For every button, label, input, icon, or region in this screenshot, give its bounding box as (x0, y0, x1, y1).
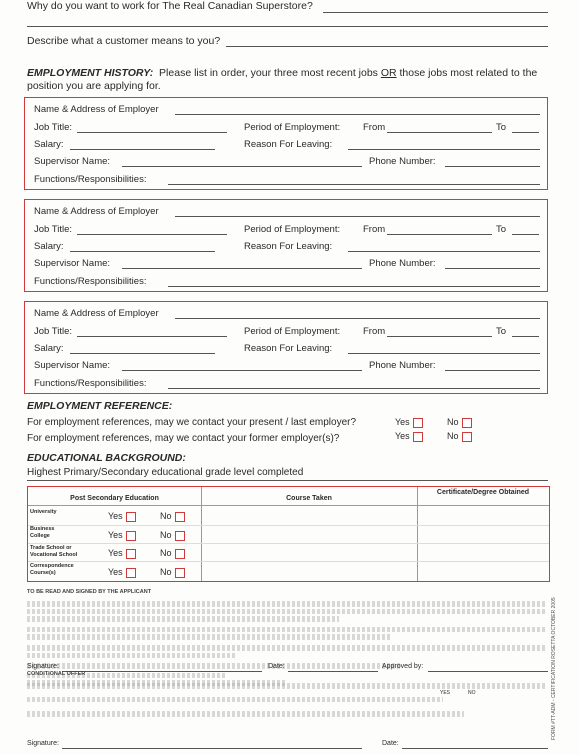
salary-line[interactable] (70, 251, 215, 252)
supervisor-line[interactable] (122, 166, 362, 167)
reference-2-yes[interactable] (395, 431, 423, 442)
reference-1-yes[interactable] (395, 417, 423, 428)
to-line[interactable] (512, 234, 539, 235)
approved-label: Approved by: (382, 663, 424, 670)
post-secondary-table (27, 486, 550, 582)
date-line-2[interactable] (402, 748, 548, 749)
no-checkbox[interactable] (175, 512, 185, 522)
supervisor-line[interactable] (122, 370, 362, 371)
no-option[interactable]: NO (468, 690, 476, 696)
why-work-line-2[interactable] (27, 26, 548, 27)
no-label: No (447, 417, 459, 427)
functions-label: Functions/Responsibilities: (34, 174, 147, 185)
employer-box-1 (24, 97, 548, 190)
from-line[interactable] (387, 234, 492, 235)
row-label-university: University (30, 509, 57, 515)
no-checkbox[interactable] (175, 549, 185, 559)
employment-history-title: EMPLOYMENT HISTORY: (27, 67, 154, 79)
functions-line[interactable] (168, 388, 540, 389)
date-label: Date: (268, 663, 285, 670)
job-title-label: Job Title: (34, 122, 73, 133)
functions-label: Functions/Responsibilities: (34, 276, 147, 287)
no-checkbox[interactable] (462, 432, 472, 442)
job-title-line[interactable] (77, 132, 227, 133)
yes-label: Yes (108, 530, 123, 540)
no-checkbox[interactable] (175, 531, 185, 541)
functions-line[interactable] (168, 184, 540, 185)
no-label: No (160, 567, 172, 577)
functions-line[interactable] (168, 286, 540, 287)
row-label-business: Business College (30, 526, 55, 539)
salary-label: Salary: (34, 343, 64, 354)
from-label: From (363, 326, 386, 337)
signature-label: Signature: (27, 663, 59, 670)
period-label: Period of Employment: (244, 326, 341, 337)
supervisor-line[interactable] (122, 268, 362, 269)
no-label: No (160, 530, 172, 540)
salary-line[interactable] (70, 149, 215, 150)
employer-box-2 (24, 199, 548, 292)
trade-yes[interactable] (108, 548, 136, 559)
reason-line[interactable] (348, 353, 540, 354)
to-label: To (496, 326, 507, 337)
yes-checkbox[interactable] (126, 512, 136, 522)
customer-question: Describe what a customer means to you? (27, 35, 221, 47)
phone-label: Phone Number: (369, 360, 436, 371)
row-divider (28, 561, 549, 562)
job-title-label: Job Title: (34, 224, 73, 235)
correspondence-no[interactable] (160, 567, 185, 578)
employment-history-heading (27, 67, 537, 79)
employment-reference-heading: EMPLOYMENT REFERENCE: (27, 400, 173, 412)
functions-label: Functions/Responsibilities: (34, 378, 147, 389)
correspondence-yes[interactable] (108, 567, 136, 578)
educational-background-heading: EDUCATIONAL BACKGROUND: (27, 452, 186, 464)
yes-option[interactable]: YES (440, 690, 451, 696)
salary-label: Salary: (34, 139, 64, 150)
course-taken-header: Course Taken (286, 495, 332, 502)
why-work-question: Why do you want to work for The Real Canadian Superstore? (27, 0, 313, 12)
post-secondary-header: Post Secondary Education (70, 495, 159, 502)
to-line[interactable] (512, 132, 539, 133)
salary-line[interactable] (70, 353, 215, 354)
trade-no[interactable] (160, 548, 185, 559)
row-label-correspondence: Correspondence Course(s) (30, 563, 74, 576)
form-code-vertical: FORM #TT-ADM - CERTIFICATION ROSETTA OCTOBER 2005 (551, 597, 557, 740)
column-divider (417, 487, 418, 581)
yes-label: Yes (108, 548, 123, 558)
date-label-2: Date: (382, 740, 399, 747)
name-address-line[interactable] (175, 318, 540, 319)
university-yes[interactable] (108, 511, 136, 522)
yes-label: Yes (395, 417, 410, 427)
reason-label: Reason For Leaving: (244, 139, 333, 150)
period-label: Period of Employment: (244, 224, 341, 235)
employment-history-instructions: Please list in order, your three most recent jobs OR those jobs most related to the (156, 67, 538, 79)
yes-checkbox[interactable] (126, 568, 136, 578)
reference-question-2: For employment references, may we contact your former employer(s)? (27, 433, 340, 444)
yes-label: Yes (108, 567, 123, 577)
reference-2-no[interactable] (447, 431, 472, 442)
conditional-offer-text (27, 681, 547, 719)
name-address-label: Name & Address of Employer (34, 206, 159, 217)
row-label-trade: Trade School or Vocational School (30, 545, 78, 558)
declaration-heading: TO BE READ AND SIGNED BY THE APPLICANT (27, 589, 152, 595)
certificate-header: Certificate/Degree Obtained (436, 489, 530, 496)
reason-label: Reason For Leaving: (244, 241, 333, 252)
from-label: From (363, 122, 386, 133)
why-work-line[interactable] (323, 12, 548, 13)
phone-line[interactable] (445, 370, 540, 371)
from-line[interactable] (387, 132, 492, 133)
reason-label: Reason For Leaving: (244, 343, 333, 354)
yes-checkbox[interactable] (126, 549, 136, 559)
supervisor-label: Supervisor Name: (34, 360, 111, 371)
phone-label: Phone Number: (369, 258, 436, 269)
to-label: To (496, 122, 507, 133)
supervisor-label: Supervisor Name: (34, 258, 111, 269)
customer-line[interactable] (226, 46, 548, 47)
employment-history-instructions-2: position you are applying for. (27, 80, 161, 92)
employer-box-3 (24, 301, 548, 394)
name-address-label: Name & Address of Employer (34, 104, 159, 115)
job-title-line[interactable] (77, 234, 227, 235)
yes-label: Yes (108, 511, 123, 521)
business-no[interactable] (160, 530, 185, 541)
to-label: To (496, 224, 507, 235)
reason-line[interactable] (348, 251, 540, 252)
job-title-label: Job Title: (34, 326, 73, 337)
no-label: No (160, 511, 172, 521)
signature-label-2: Signature: (27, 740, 59, 747)
table-header-divider (28, 505, 549, 506)
reference-1-no[interactable] (447, 417, 472, 428)
no-label: No (160, 548, 172, 558)
no-checkbox[interactable] (462, 418, 472, 428)
from-label: From (363, 224, 386, 235)
name-address-label: Name & Address of Employer (34, 308, 159, 319)
signature-line-2[interactable] (62, 748, 362, 749)
phone-line[interactable] (445, 166, 540, 167)
from-line[interactable] (387, 336, 492, 337)
name-address-line[interactable] (175, 114, 540, 115)
yes-checkbox[interactable] (413, 432, 423, 442)
phone-label: Phone Number: (369, 156, 436, 167)
row-divider (28, 525, 549, 526)
no-label: No (447, 431, 459, 441)
reference-question-1: For employment references, may we contact your present / last employer? (27, 417, 357, 428)
yes-checkbox[interactable] (126, 531, 136, 541)
salary-label: Salary: (34, 241, 64, 252)
to-line[interactable] (512, 336, 539, 337)
business-yes[interactable] (108, 530, 136, 541)
reason-line[interactable] (348, 149, 540, 150)
job-title-line[interactable] (77, 336, 227, 337)
university-no[interactable] (160, 511, 185, 522)
no-checkbox[interactable] (175, 568, 185, 578)
highest-grade-line[interactable] (27, 480, 548, 481)
row-divider (28, 543, 549, 544)
conditional-offer-heading: CONDITIONAL OFFER (27, 671, 86, 677)
period-label: Period of Employment: (244, 122, 341, 133)
yes-checkbox[interactable] (413, 418, 423, 428)
phone-line[interactable] (445, 268, 540, 269)
highest-grade-label: Highest Primary/Secondary educational grade level completed (27, 467, 304, 478)
supervisor-label: Supervisor Name: (34, 156, 111, 167)
name-address-line[interactable] (175, 216, 540, 217)
yes-label: Yes (395, 431, 410, 441)
